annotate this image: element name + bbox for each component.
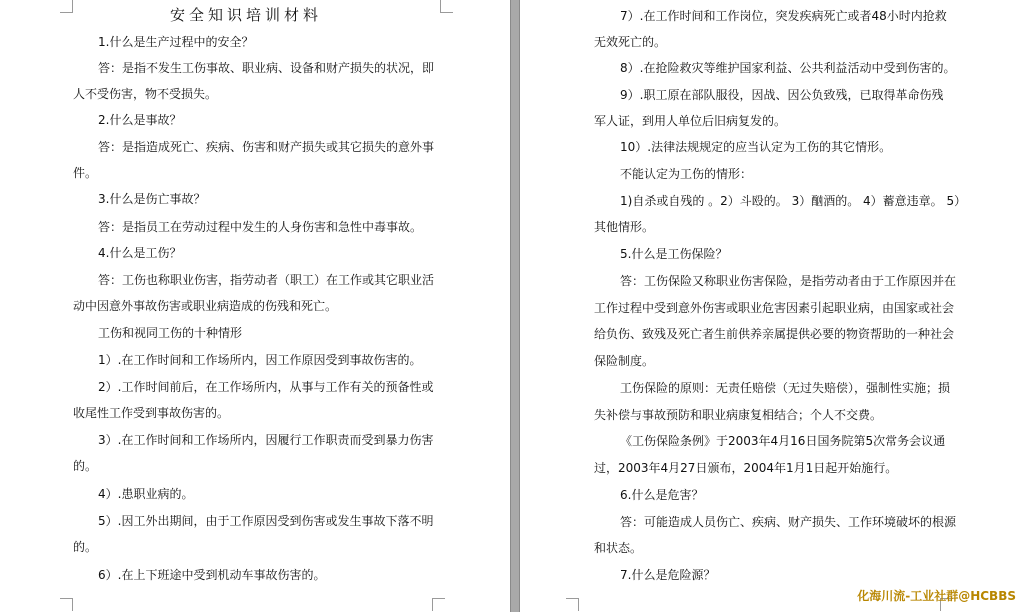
page-gutter [510,0,520,612]
paragraph-line: 过，2003年4月27日颁布，2004年1月1日起开始施行。 [594,461,898,475]
paragraph-line: 收尾性工作受到事故伤害的。 [73,406,230,420]
question: 3.什么是伤亡事故？ [98,192,206,206]
paragraph-line: 答：是指员工在劳动过程中发生的人身伤害和急性中毒事故。 [98,220,423,234]
watermark: 化海川流-工业社群@HCBBS [857,589,1016,603]
list-item: 7）.在工作时间和工作岗位，突发疾病死亡或者48小时内抢救 [620,9,947,23]
list-item: 9）.职工原在部队服役，因战、因公负致残，已取得革命伤残 [620,88,944,102]
paragraph-line: 动中因意外事故伤害或职业病造成的伤残和死亡。 [73,299,338,313]
list-item: 5）.因工外出期间，由于工作原因受到伤害或发生事故下落不明 [98,514,434,528]
list-item: 10）.法律法规规定的应当认定为工伤的其它情形。 [620,140,892,154]
crop-mark [566,598,579,611]
paragraph-line: 《工伤保险条例》于2003年4月16日国务院第5次常务会议通 [620,434,946,448]
paragraph-line: 答：可能造成人员伤亡、疾病、财产损失、工作环境破坏的根源 [620,515,957,529]
crop-mark [60,598,73,611]
paragraph-line: 工作过程中受到意外伤害或职业危害因素引起职业病，由国家或社会 [594,301,955,315]
paragraph-line: 失补偿与事故预防和职业病康复相结合；个人不交费。 [594,408,883,422]
paragraph-line: 答：是指造成死亡、疾病、伤害和财产损失或其它损失的意外事 [98,140,435,154]
question: 7.什么是危险源？ [620,568,716,582]
document-title: 安全知识培训材料 [170,6,323,24]
list-item: 2）.工作时间前后，在工作场所内，从事与工作有关的预备性或 [98,380,434,394]
paragraph-line: 无效死亡的。 [594,35,667,49]
paragraph-line: 答：工伤也称职业伤害，指劳动者（职工）在工作或其它职业活 [98,273,435,287]
paragraph-line: 和状态。 [594,541,643,555]
section-heading: 工伤和视同工伤的十种情形 [98,326,243,340]
question: 4.什么是工伤？ [98,246,182,260]
document-page-right [520,0,1024,612]
paragraph-line: 的。 [73,540,98,554]
paragraph-line: 军人证，到用人单位后旧病复发的。 [594,114,787,128]
crop-mark [432,598,445,611]
paragraph-line: 工伤保险的原则：无责任赔偿（无过失赔偿），强制性实施；损 [620,381,951,395]
crop-mark [60,0,73,13]
paragraph-line: 其他情形。 [594,220,655,234]
document-page-left [0,0,510,612]
paragraph-line: 答：工伤保险又称职业伤害保险，是指劳动者由于工作原因并在 [620,274,957,288]
question: 6.什么是危害？ [620,488,704,502]
list-item: 6）.在上下班途中受到机动车事故伤害的。 [98,568,326,582]
question: 1.什么是生产过程中的安全？ [98,35,254,49]
list-item: 1）.在工作时间和工作场所内，因工作原因受到事故伤害的。 [98,353,422,367]
section-heading: 不能认定为工伤的情形： [620,167,753,181]
paragraph-line: 答：是指不发生工伤事故、职业病、设备和财产损失的状况，即 [98,61,435,75]
list-item: 4）.患职业病的。 [98,487,194,501]
paragraph-line: 的。 [73,459,98,473]
paragraph-line: 给负伤、致残及死亡者生前供养亲属提供必要的物资帮助的一种社会 [594,327,955,341]
list-item: 3）.在工作时间和工作场所内，因履行工作职责而受到暴力伤害 [98,433,434,447]
question: 5.什么是工伤保险？ [620,247,728,261]
paragraph-line: 人不受伤害，物不受损失。 [73,87,218,101]
question: 2.什么是事故？ [98,113,182,127]
list-item: 1)自杀或自残的 。2）斗殴的。 3）酗酒的。 4）蓄意违章。 5） [620,194,967,208]
paragraph-line: 件。 [73,166,98,180]
crop-mark [440,0,453,13]
paragraph-line: 保险制度。 [594,354,655,368]
list-item: 8）.在抢险救灾等维护国家利益、公共利益活动中受到伤害的。 [620,61,956,75]
